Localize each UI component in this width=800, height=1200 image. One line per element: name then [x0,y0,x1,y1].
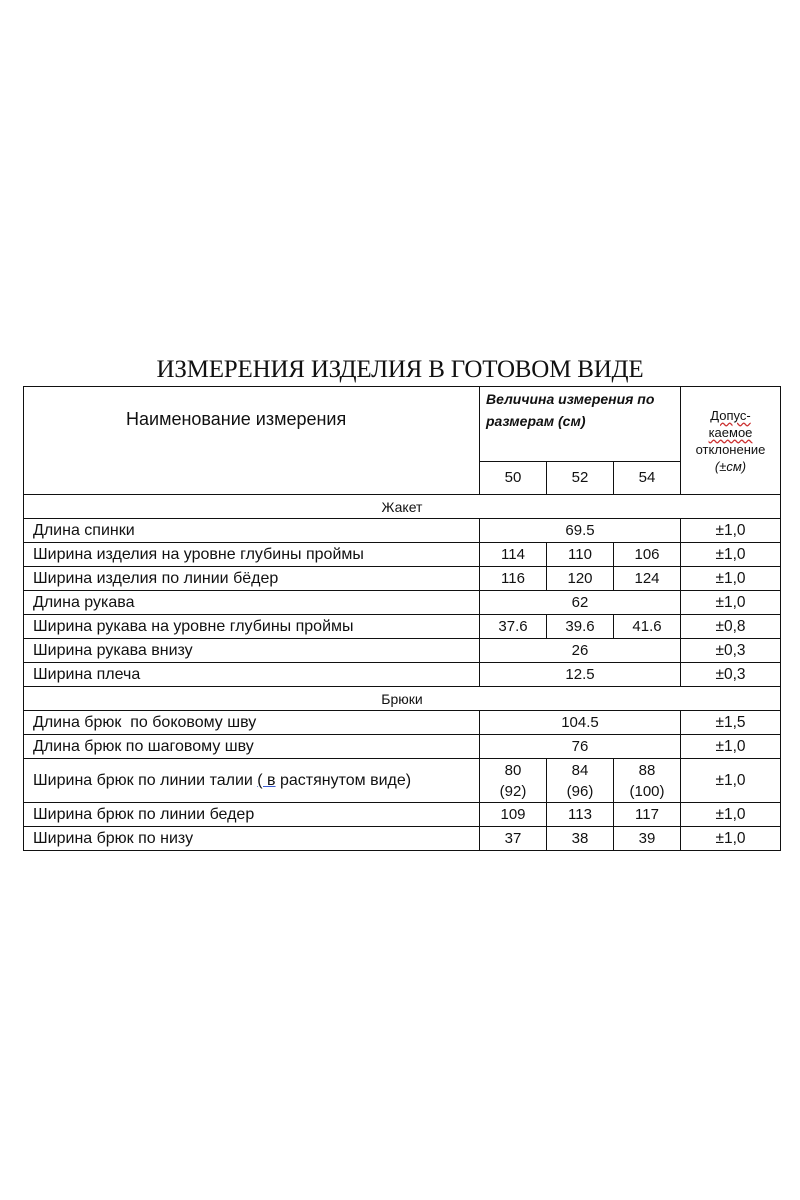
measurement-name: Ширина брюк по низу [24,827,480,851]
value-stretched: (96) [566,782,594,800]
table-row [24,615,781,639]
measurement-name: Длина рукава [24,591,480,615]
measurement-tolerance: ±1,0 [681,827,781,851]
measurement-tolerance: ±1,0 [681,519,781,543]
measurement-name: Ширина рукава на уровне глубины проймы [24,615,480,639]
measurement-value [547,759,614,803]
measurement-value: 37 [480,827,547,851]
value-stretched: (92) [499,782,527,800]
size-52: 52 [547,462,614,495]
measurement-value: 39 [614,827,681,851]
value-primary: 88 [638,761,656,779]
measurement-value: 39.6 [547,615,614,639]
section-row-jacket [24,495,781,519]
measurement-name: Ширина рукава внизу [24,639,480,663]
measurement-value: 113 [547,803,614,827]
value-stretched: (100) [629,782,665,800]
table-row [24,735,781,759]
table-header-row [24,387,781,462]
header-tolerance-line2: каемое [708,424,753,440]
table-row [24,639,781,663]
measurement-name-part: ( в [257,771,276,789]
measurement-value: 62 [480,591,681,615]
measurement-value: 41.6 [614,615,681,639]
measurement-name: Длина брюк по боковому шву [24,711,480,735]
header-tolerance-line4: (±см) [714,458,747,474]
measurement-value: 104.5 [480,711,681,735]
measurement-name-part: Ширина брюк по линии талии [33,771,258,789]
header-tolerance-column [681,387,781,495]
measurement-tolerance: ±0,3 [681,663,781,687]
table-row [24,803,781,827]
measurement-tolerance: ±1,0 [681,759,781,803]
measurement-tolerance: ±1,0 [681,567,781,591]
measurement-value: 117 [614,803,681,827]
measurement-name: Ширина изделия на уровне глубины проймы [24,543,480,567]
measurement-value: 12.5 [480,663,681,687]
header-name-column: Наименование измерения [24,387,480,495]
measurement-name: Длина брюк по шаговому шву [24,735,480,759]
measurement-value: 106 [614,543,681,567]
measurement-value: 26 [480,639,681,663]
measurement-value [614,759,681,803]
measurement-value: 109 [480,803,547,827]
measurement-value: 37.6 [480,615,547,639]
measurement-value: 120 [547,567,614,591]
measurement-name [24,759,480,803]
measurement-tolerance: ±0,8 [681,615,781,639]
measurement-value: 114 [480,543,547,567]
table-row [24,711,781,735]
header-tolerance-line1: Допус- [710,407,751,423]
measurement-tolerance: ±1,5 [681,711,781,735]
size-50: 50 [480,462,547,495]
measurement-name: Ширина брюк по линии бедер [24,803,480,827]
table-row [24,663,781,687]
header-tolerance-line3: отклонение [695,441,766,457]
measurement-tolerance: ±0,3 [681,639,781,663]
measurement-tolerance: ±1,0 [681,543,781,567]
measurement-value: 69.5 [480,519,681,543]
measurement-tolerance: ±1,0 [681,591,781,615]
value-primary: 80 [504,761,522,779]
header-size-column: Величина измерения по размерам (см) [480,387,681,462]
measurement-value: 38 [547,827,614,851]
table-row [24,543,781,567]
measurement-value: 124 [614,567,681,591]
measurement-value [480,759,547,803]
document-title: ИЗМЕРЕНИЯ ИЗДЕЛИЯ В ГОТОВОМ ВИДЕ [156,356,644,383]
section-label: Брюки [24,687,781,711]
table-row [24,827,781,851]
measurement-value: 110 [547,543,614,567]
measurement-name: Ширина плеча [24,663,480,687]
measurement-tolerance: ±1,0 [681,803,781,827]
measurement-value: 116 [480,567,547,591]
value-primary: 84 [571,761,589,779]
section-label: Жакет [24,495,781,519]
measurements-table [23,386,781,851]
measurement-name-part: растянутом виде) [275,771,412,789]
measurement-tolerance: ±1,0 [681,735,781,759]
measurement-name: Ширина изделия по линии бёдер [24,567,480,591]
table-row [24,519,781,543]
size-54: 54 [614,462,681,495]
table-row [24,591,781,615]
measurement-value: 76 [480,735,681,759]
measurement-name: Длина спинки [24,519,480,543]
table-row [24,567,781,591]
section-row-trousers [24,687,781,711]
table-row [24,759,781,803]
